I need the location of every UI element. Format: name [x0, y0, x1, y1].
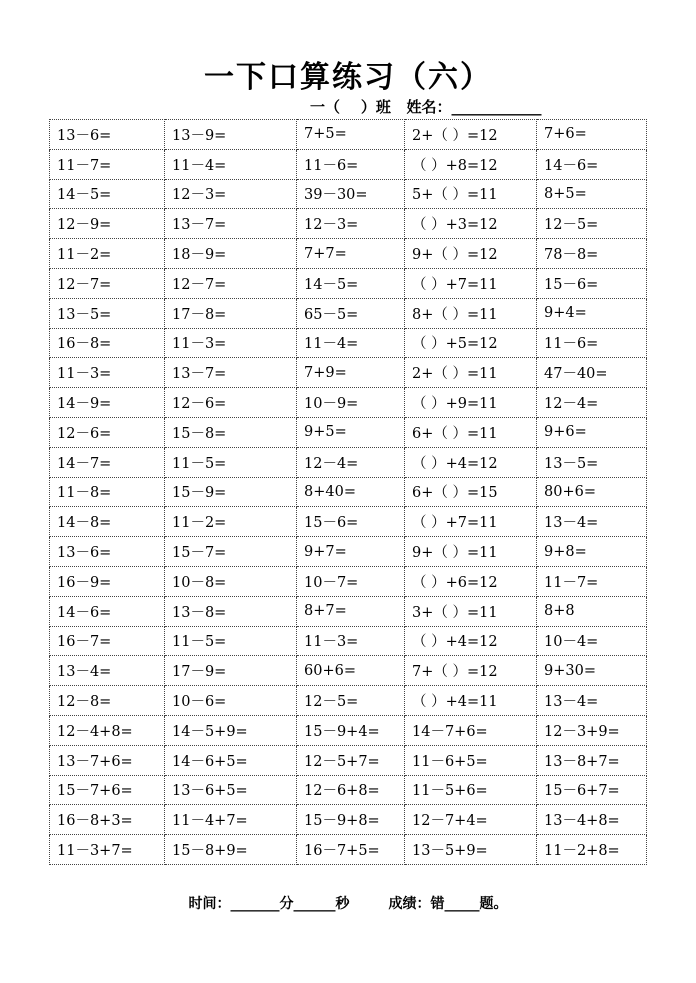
problem-cell[interactable]: 39－30=: [297, 179, 405, 209]
problem-cell[interactable]: 47－40=: [537, 358, 647, 388]
table-row: [50, 656, 647, 686]
problem-cell[interactable]: （ ）+7=11: [405, 268, 537, 298]
problem-cell[interactable]: 15－8+9=: [165, 835, 297, 865]
problem-cell[interactable]: 9+6=: [537, 417, 647, 447]
problem-cell[interactable]: （ ）+5=12: [405, 328, 537, 358]
problem-cell[interactable]: 13－5=: [50, 298, 165, 328]
problem-cell[interactable]: 12－3=: [165, 179, 297, 209]
problem-cell[interactable]: 12－4=: [537, 388, 647, 418]
problem-cell[interactable]: 78－8=: [537, 239, 647, 269]
problem-cell[interactable]: 13－7=: [165, 209, 297, 239]
problem-cell[interactable]: （ ）+7=11: [405, 507, 537, 537]
problem-cell[interactable]: （ ）+4=12: [405, 447, 537, 477]
problem-cell[interactable]: （ ）+4=11: [405, 686, 537, 716]
table-row: [50, 686, 647, 716]
table-row: [50, 537, 647, 567]
problem-cell[interactable]: 11－5=: [165, 447, 297, 477]
table-row: [50, 268, 647, 298]
problem-cell[interactable]: （ ）+4=12: [405, 626, 537, 656]
problem-cell[interactable]: 12－9=: [50, 209, 165, 239]
table-row: [50, 239, 647, 269]
problem-cell[interactable]: 12－4=: [297, 447, 405, 477]
problem-cell[interactable]: 13－8+7=: [537, 745, 647, 775]
problem-cell[interactable]: 12－7+4=: [405, 805, 537, 835]
problem-cell[interactable]: 11－6=: [537, 328, 647, 358]
problem-cell[interactable]: 16－8=: [50, 328, 165, 358]
problem-cell[interactable]: 10－9=: [297, 388, 405, 418]
table-row: [50, 388, 647, 418]
problem-cell[interactable]: 13－5=: [537, 447, 647, 477]
problem-cell[interactable]: 12－6+8=: [297, 775, 405, 805]
problem-cell[interactable]: 14－6=: [50, 596, 165, 626]
problem-cell[interactable]: 10－8=: [165, 566, 297, 596]
problem-cell[interactable]: 11－3+7=: [50, 835, 165, 865]
problem-cell[interactable]: 12－8=: [50, 686, 165, 716]
problem-cell[interactable]: 13－7+6=: [50, 745, 165, 775]
exercise-table: [49, 119, 647, 865]
table-row: [50, 298, 647, 328]
problem-cell[interactable]: 11－4+7=: [165, 805, 297, 835]
problem-cell[interactable]: 11－2=: [165, 507, 297, 537]
problem-cell[interactable]: 15－8=: [165, 417, 297, 447]
problem-cell[interactable]: 11－4=: [297, 328, 405, 358]
problem-cell[interactable]: 12－3=: [297, 209, 405, 239]
score-line[interactable]: 时间：_______分______秒 成绩：错_____题。: [188, 896, 508, 912]
problem-cell[interactable]: 7+9=: [297, 358, 405, 388]
table-row: [50, 209, 647, 239]
problem-cell[interactable]: 6+（ ）=15: [405, 477, 537, 507]
problem-cell[interactable]: 16－8+3=: [50, 805, 165, 835]
problem-cell[interactable]: 14－8=: [50, 507, 165, 537]
problem-cell[interactable]: 11－3=: [50, 358, 165, 388]
problem-cell[interactable]: 14－6+5=: [165, 745, 297, 775]
problem-cell[interactable]: 11－2+8=: [537, 835, 647, 865]
problem-cell[interactable]: 2+（ ）=11: [405, 358, 537, 388]
problem-cell[interactable]: 15－6=: [537, 268, 647, 298]
problem-cell[interactable]: 12－5=: [537, 209, 647, 239]
problem-cell[interactable]: 7+（ ）=12: [405, 656, 537, 686]
problem-cell[interactable]: 5+（ ）=11: [405, 179, 537, 209]
problem-cell[interactable]: 8+5=: [537, 179, 647, 209]
problem-cell[interactable]: 14－5=: [297, 268, 405, 298]
table-row: [50, 149, 647, 179]
problem-cell[interactable]: 9+4=: [537, 298, 647, 328]
problem-cell[interactable]: 15－9+8=: [297, 805, 405, 835]
problem-cell[interactable]: 16－7=: [50, 626, 165, 656]
problem-cell[interactable]: 14－6=: [537, 149, 647, 179]
problem-cell[interactable]: 15－7+6=: [50, 775, 165, 805]
problem-cell[interactable]: 12－6=: [50, 417, 165, 447]
page-title: 一下口算练习（六）: [204, 60, 492, 95]
problem-cell[interactable]: 13－6=: [50, 537, 165, 567]
problem-cell[interactable]: 11－7=: [50, 149, 165, 179]
problem-cell[interactable]: 13－4=: [537, 507, 647, 537]
problem-cell[interactable]: （ ）+9=11: [405, 388, 537, 418]
table-row: [50, 745, 647, 775]
problem-cell[interactable]: 12－5=: [297, 686, 405, 716]
problem-cell[interactable]: （ ）+3=12: [405, 209, 537, 239]
problem-cell[interactable]: 9+（ ）=12: [405, 239, 537, 269]
problem-cell[interactable]: 7+6=: [537, 120, 647, 150]
problem-cell[interactable]: 11－5+6=: [405, 775, 537, 805]
problem-cell[interactable]: 9+7=: [297, 537, 405, 567]
table-row: [50, 328, 647, 358]
problem-cell[interactable]: 6+（ ）=11: [405, 417, 537, 447]
problem-cell[interactable]: 65－5=: [297, 298, 405, 328]
problem-cell[interactable]: 15－9+4=: [297, 715, 405, 745]
problem-cell[interactable]: 9+5=: [297, 417, 405, 447]
problem-cell[interactable]: 3+（ ）=11: [405, 596, 537, 626]
problem-cell[interactable]: 12－7=: [50, 268, 165, 298]
problem-cell[interactable]: 10－7=: [297, 566, 405, 596]
table-row: [50, 566, 647, 596]
table-row: [50, 805, 647, 835]
problem-cell[interactable]: 13－7=: [165, 358, 297, 388]
problem-cell[interactable]: 13－4=: [50, 656, 165, 686]
problem-cell[interactable]: 13－4+8=: [537, 805, 647, 835]
table-row: [50, 179, 647, 209]
problem-cell[interactable]: 14－9=: [50, 388, 165, 418]
problem-cell[interactable]: 11－5=: [165, 626, 297, 656]
problem-cell[interactable]: 15－7=: [165, 537, 297, 567]
problem-cell[interactable]: 12－7=: [165, 268, 297, 298]
table-row: [50, 417, 647, 447]
problem-cell[interactable]: （ ）+8=12: [405, 149, 537, 179]
problem-cell[interactable]: 15－6+7=: [537, 775, 647, 805]
problem-cell[interactable]: 13－6=: [50, 120, 165, 150]
problem-cell[interactable]: 13－8=: [165, 596, 297, 626]
problem-cell[interactable]: 15－6=: [297, 507, 405, 537]
problem-cell[interactable]: 9+30=: [537, 656, 647, 686]
problem-cell[interactable]: 7+7=: [297, 239, 405, 269]
class-name-line[interactable]: 一（ ）班 姓名：____________: [310, 98, 542, 116]
problem-cell[interactable]: 8+（ ）=11: [405, 298, 537, 328]
problem-cell[interactable]: 2+（ ）=12: [405, 120, 537, 150]
problem-cell[interactable]: 14－7=: [50, 447, 165, 477]
problem-cell[interactable]: 12－4+8=: [50, 715, 165, 745]
problem-cell[interactable]: 12－5+7=: [297, 745, 405, 775]
problem-cell[interactable]: 13－9=: [165, 120, 297, 150]
table-row: [50, 775, 647, 805]
problem-cell[interactable]: 7+5=: [297, 120, 405, 150]
problem-cell[interactable]: 11－6+5=: [405, 745, 537, 775]
table-row: [50, 596, 647, 626]
table-row: [50, 447, 647, 477]
problem-cell[interactable]: 9+8=: [537, 537, 647, 567]
problem-cell[interactable]: 10－4=: [537, 626, 647, 656]
problem-cell[interactable]: 18－9=: [165, 239, 297, 269]
problem-cell[interactable]: 17－9=: [165, 656, 297, 686]
table-row: [50, 835, 647, 865]
problem-cell[interactable]: 12－6=: [165, 388, 297, 418]
problem-cell[interactable]: 10－6=: [165, 686, 297, 716]
problem-cell[interactable]: 8+40=: [297, 477, 405, 507]
problem-cell[interactable]: 13－5+9=: [405, 835, 537, 865]
problem-cell[interactable]: 16－9=: [50, 566, 165, 596]
table-row: [50, 507, 647, 537]
problem-cell[interactable]: 17－8=: [165, 298, 297, 328]
problem-cell[interactable]: （ ）+6=12: [405, 566, 537, 596]
problem-cell[interactable]: 9+（ ）=11: [405, 537, 537, 567]
problem-cell[interactable]: 11－3=: [297, 626, 405, 656]
problem-cell[interactable]: 8+8: [537, 596, 647, 626]
problem-cell[interactable]: 11－2=: [50, 239, 165, 269]
problem-cell[interactable]: 13－4=: [537, 686, 647, 716]
problem-cell[interactable]: 16－7+5=: [297, 835, 405, 865]
table-row: [50, 715, 647, 745]
problem-cell[interactable]: 12－3+9=: [537, 715, 647, 745]
problem-cell[interactable]: 13－6+5=: [165, 775, 297, 805]
problem-cell[interactable]: 60+6=: [297, 656, 405, 686]
table-row: [50, 626, 647, 656]
problem-cell[interactable]: 11－8=: [50, 477, 165, 507]
problem-cell[interactable]: 14－7+6=: [405, 715, 537, 745]
table-row: [50, 358, 647, 388]
problem-cell[interactable]: 11－3=: [165, 328, 297, 358]
problem-cell[interactable]: 8+7=: [297, 596, 405, 626]
problem-cell[interactable]: 11－6=: [297, 149, 405, 179]
problem-cell[interactable]: 15－9=: [165, 477, 297, 507]
problem-cell[interactable]: 80+6=: [537, 477, 647, 507]
problem-cell[interactable]: 14－5=: [50, 179, 165, 209]
problem-cell[interactable]: 11－7=: [537, 566, 647, 596]
table-row: [50, 477, 647, 507]
table-row: [50, 120, 647, 150]
problem-cell[interactable]: 11－4=: [165, 149, 297, 179]
problem-cell[interactable]: 14－5+9=: [165, 715, 297, 745]
